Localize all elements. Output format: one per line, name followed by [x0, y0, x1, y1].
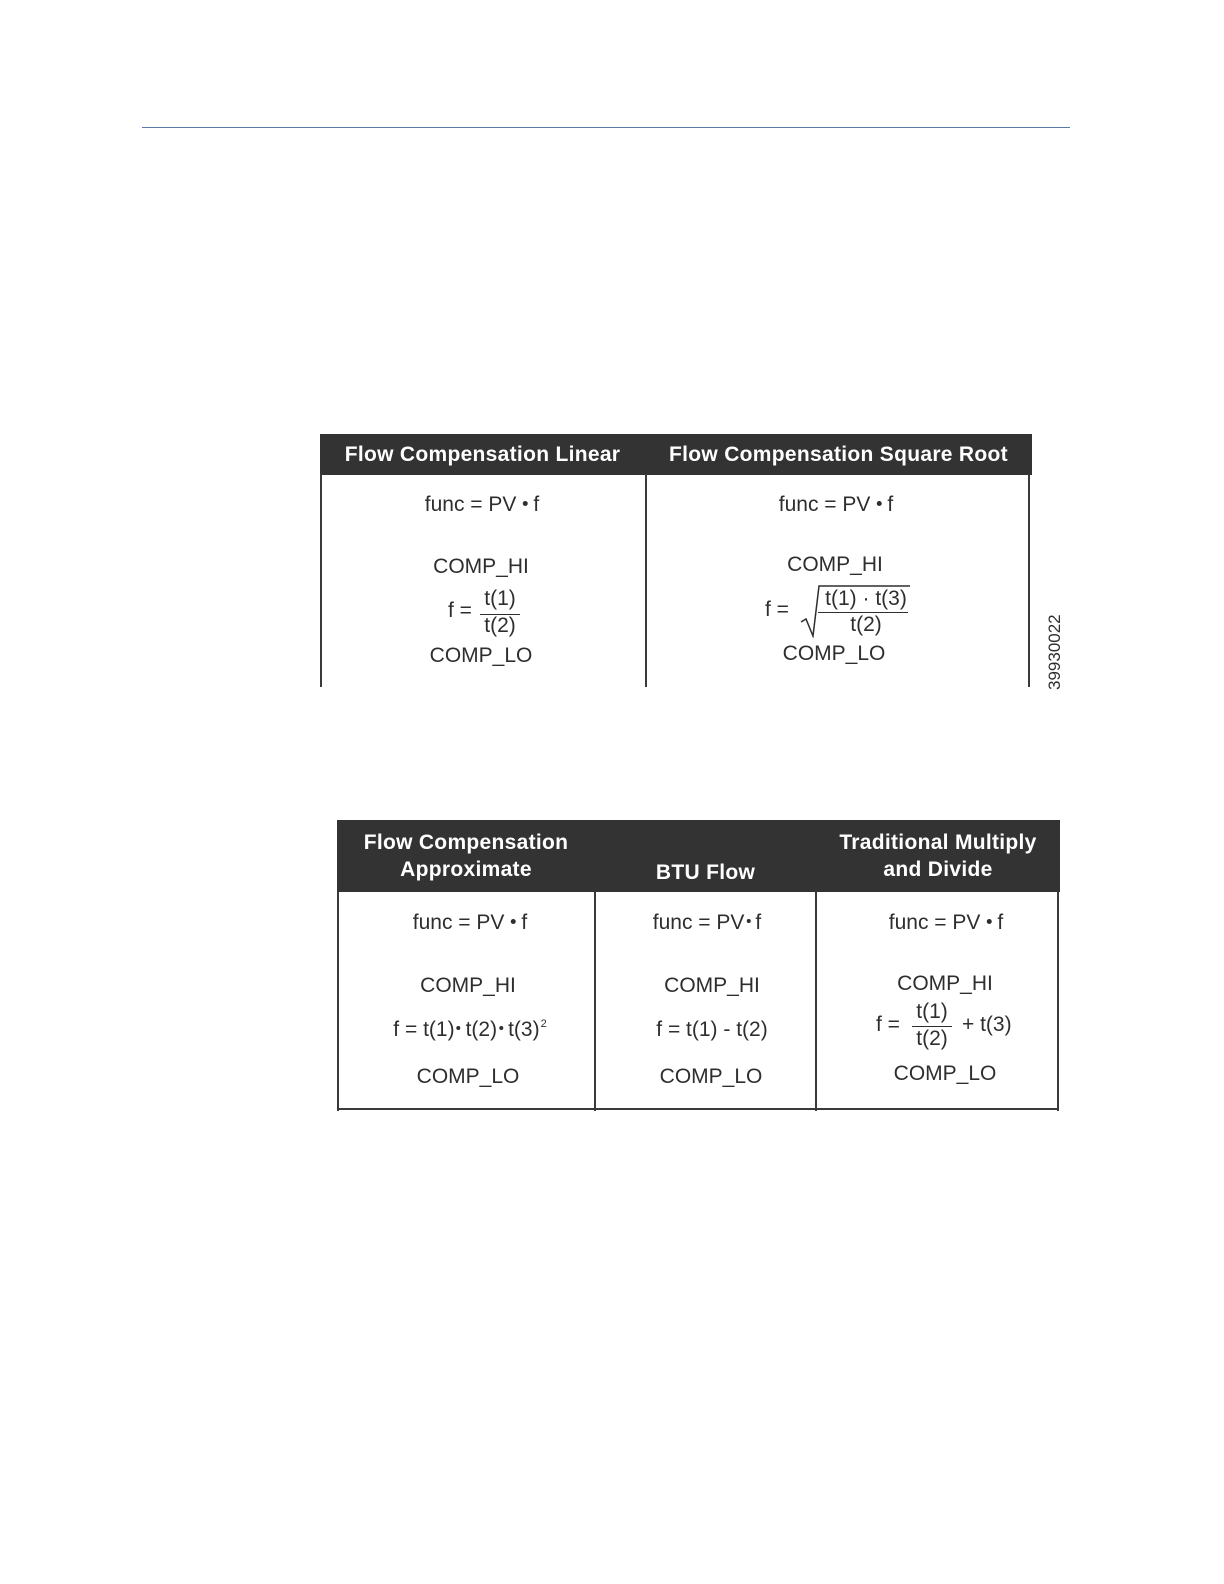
- sqrt-f-label: f =: [765, 598, 789, 621]
- approx-formula: f = t(1) t(2) $t(3)^2$: [393, 1018, 547, 1041]
- traditional-comp-hi: COMP_HI: [897, 972, 993, 995]
- border-left: [337, 891, 339, 1111]
- svg-text:39930022: 39930022: [1045, 614, 1064, 690]
- column-divider: [815, 891, 817, 1111]
- border-left: [320, 474, 322, 687]
- figure-flow-compensation-linear-sqrt: [320, 434, 1032, 687]
- header-flow-compensation-linear: Flow Compensation Linear: [320, 434, 645, 475]
- column-divider: [645, 474, 647, 687]
- btu-formula: f = t(1) - t(2): [656, 1018, 768, 1041]
- header-rule: [142, 127, 1070, 128]
- traditional-comp-lo: COMP_LO: [893, 1062, 997, 1085]
- linear-denominator: t(2): [484, 614, 516, 637]
- sqrt-denominator: t(2): [850, 613, 882, 636]
- header-traditional-multiply-divide: Traditional Multiply and Divide: [816, 820, 1060, 892]
- linear-func-formula: func = PV f: [424, 493, 540, 516]
- border-right: [1028, 474, 1030, 687]
- approx-func-formula: func = PV f: [412, 911, 528, 934]
- linear-comp-lo: COMP_LO: [429, 644, 533, 667]
- traditional-tail: + t(3): [962, 1013, 1012, 1036]
- multiply-dot-icon: [510, 919, 515, 924]
- btu-func-formula: func = PV f: [652, 911, 762, 934]
- sqrt-numerator: t(1) · t(3): [825, 587, 907, 610]
- traditional-func-formula: func = PV f: [888, 911, 1004, 934]
- figure-code: [1040, 612, 1068, 692]
- column-divider: [594, 891, 596, 1111]
- sqrt-comp-lo: COMP_LO: [782, 642, 886, 665]
- btu-comp-lo: COMP_LO: [659, 1065, 763, 1088]
- header-btu-flow: BTU Flow: [595, 820, 816, 892]
- multiply-dot-icon: [876, 501, 881, 506]
- traditional-numerator: t(1): [916, 1000, 948, 1023]
- header-flow-compensation-approximate: Flow Compensation Approximate: [337, 820, 595, 892]
- btu-comp-hi: COMP_HI: [664, 974, 760, 997]
- linear-comp-hi: COMP_HI: [433, 555, 529, 578]
- multiply-dot-icon: [986, 919, 991, 924]
- sqrt-func-formula: func = PV f: [778, 493, 894, 516]
- multiply-dot-icon: [522, 501, 527, 506]
- multiply-dot-icon: [746, 919, 750, 923]
- approx-comp-hi: COMP_HI: [420, 974, 516, 997]
- header-flow-compensation-square-root: Flow Compensation Square Root: [645, 434, 1032, 475]
- figure-flow-approx-btu-traditional: [337, 820, 1060, 1111]
- sqrt-comp-hi: COMP_HI: [787, 553, 883, 576]
- traditional-f-label: f =: [876, 1013, 900, 1036]
- multiply-dot-icon: [499, 1026, 503, 1030]
- border-right: [1057, 891, 1059, 1111]
- linear-f-label: f =: [448, 599, 472, 622]
- linear-numerator: t(1): [484, 587, 516, 610]
- multiply-dot-icon: [457, 1026, 461, 1030]
- approx-comp-lo: COMP_LO: [416, 1065, 520, 1088]
- border-bottom: [337, 1108, 1059, 1110]
- traditional-denominator: t(2): [916, 1027, 948, 1050]
